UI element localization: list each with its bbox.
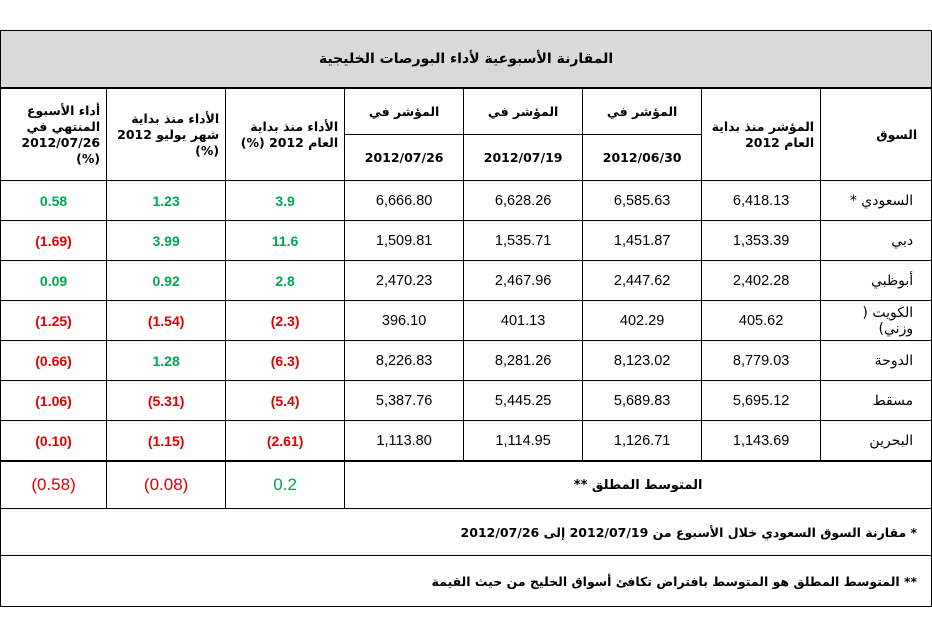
index-0630: 6,585.63 (583, 181, 702, 221)
perf-month: (5.31) (107, 381, 226, 421)
comparison-table-wrapper (0, 30, 932, 607)
market-name: البحرين (821, 421, 932, 462)
index-ytd: 1,143.69 (702, 421, 821, 462)
table-row (1, 341, 932, 381)
market-name: مسقط (821, 381, 932, 421)
market-name: الدوحة (821, 341, 932, 381)
table-row (1, 301, 932, 341)
perf-week: 0.09 (1, 261, 107, 301)
table-row (1, 421, 932, 462)
perf-year: 3.9 (226, 181, 345, 221)
perf-week: 0.58 (1, 181, 107, 221)
header-perf-ytd: الأداء منذ بداية العام 2012 (%) (226, 88, 345, 181)
index-0719: 6,628.26 (464, 181, 583, 221)
perf-month: (1.54) (107, 301, 226, 341)
footnote-row (1, 556, 932, 607)
average-label: المتوسط المطلق ** (345, 461, 932, 509)
market-name: أبوظبي (821, 261, 932, 301)
header-date-0726: 2012/07/26 (345, 135, 464, 181)
perf-month: 3.99 (107, 221, 226, 261)
index-0719: 1,535.71 (464, 221, 583, 261)
index-0726: 6,666.80 (345, 181, 464, 221)
index-0726: 1,113.80 (345, 421, 464, 462)
table-row (1, 221, 932, 261)
perf-month: 1.28 (107, 341, 226, 381)
average-row (1, 461, 932, 509)
perf-week: (1.69) (1, 221, 107, 261)
perf-week: (1.06) (1, 381, 107, 421)
index-0719: 2,467.96 (464, 261, 583, 301)
header-index-0726: المؤشر في (345, 88, 464, 135)
perf-month: (1.15) (107, 421, 226, 462)
perf-month: 0.92 (107, 261, 226, 301)
perf-week: (0.66) (1, 341, 107, 381)
index-ytd: 2,402.28 (702, 261, 821, 301)
footnote-row (1, 509, 932, 556)
average-perf-week: (0.58) (1, 461, 107, 509)
header-perf-month: الأداء منذ بداية شهر يوليو 2012 (%) (107, 88, 226, 181)
index-0719: 5,445.25 (464, 381, 583, 421)
footnote-saudi: * مقارنة السوق السعودي خلال الأسبوع من 2012/07/19 إلى 2012/07/26 (1, 509, 932, 556)
index-0630: 1,126.71 (583, 421, 702, 462)
perf-week: (0.10) (1, 421, 107, 462)
index-0719: 401.13 (464, 301, 583, 341)
market-name: الكويت ( وزني) (821, 301, 932, 341)
index-ytd: 6,418.13 (702, 181, 821, 221)
header-perf-week: أداء الأسبوع المنتهي في 2012/07/26 (%) (1, 88, 107, 181)
index-0726: 1,509.81 (345, 221, 464, 261)
index-0630: 402.29 (583, 301, 702, 341)
perf-month: 1.23 (107, 181, 226, 221)
perf-year: 2.8 (226, 261, 345, 301)
perf-year: (6.3) (226, 341, 345, 381)
index-0630: 2,447.62 (583, 261, 702, 301)
table-title: المقارنة الأسبوعية لأداء البورصات الخليجية (1, 31, 932, 89)
index-0726: 396.10 (345, 301, 464, 341)
perf-year: (5.4) (226, 381, 345, 421)
gulf-markets-table (0, 30, 932, 607)
table-row (1, 181, 932, 221)
perf-week: (1.25) (1, 301, 107, 341)
header-date-0630: 2012/06/30 (583, 135, 702, 181)
index-ytd: 405.62 (702, 301, 821, 341)
index-0726: 8,226.83 (345, 341, 464, 381)
header-index-ytd: المؤشر منذ بداية العام 2012 (702, 88, 821, 181)
index-0630: 8,123.02 (583, 341, 702, 381)
average-perf-year: 0.2 (226, 461, 345, 509)
index-0719: 1,114.95 (464, 421, 583, 462)
index-ytd: 8,779.03 (702, 341, 821, 381)
index-0719: 8,281.26 (464, 341, 583, 381)
index-0726: 5,387.76 (345, 381, 464, 421)
index-0726: 2,470.23 (345, 261, 464, 301)
index-0630: 1,451.87 (583, 221, 702, 261)
header-date-0719: 2012/07/19 (464, 135, 583, 181)
index-0630: 5,689.83 (583, 381, 702, 421)
header-market: السوق (821, 88, 932, 181)
footnote-average: ** المتوسط المطلق هو المتوسط بافتراض تكافئ أسواق الخليج من حيث القيمة (1, 556, 932, 607)
header-row (1, 88, 932, 135)
perf-year: (2.61) (226, 421, 345, 462)
header-index-0719: المؤشر في (464, 88, 583, 135)
table-row (1, 381, 932, 421)
perf-year: (2.3) (226, 301, 345, 341)
header-index-0630: المؤشر في (583, 88, 702, 135)
index-ytd: 1,353.39 (702, 221, 821, 261)
market-name: دبي (821, 221, 932, 261)
average-perf-month: (0.08) (107, 461, 226, 509)
perf-year: 11.6 (226, 221, 345, 261)
index-ytd: 5,695.12 (702, 381, 821, 421)
market-name: السعودي * (821, 181, 932, 221)
table-row (1, 261, 932, 301)
